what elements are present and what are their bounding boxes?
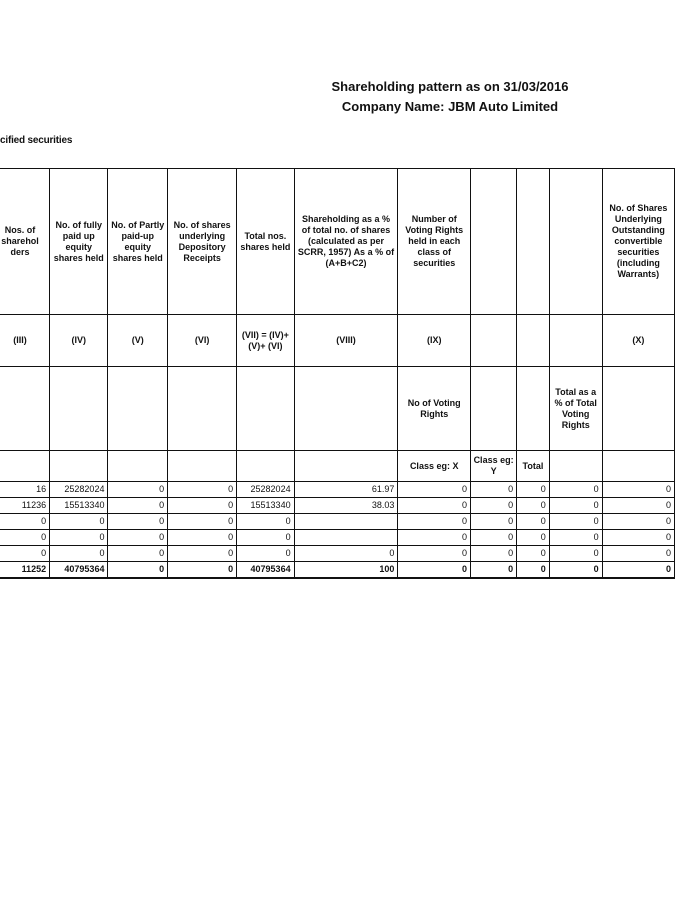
table-row: 0 0 0 0 0 0 0 0 0 0 0: [0, 546, 675, 562]
column-number-row: [0, 315, 675, 367]
col-header-depository: No. of shares underlying Depository Receipts: [168, 169, 237, 315]
table-row: 0 0 0 0 0 0 0 0 0 0: [0, 514, 675, 530]
col-header-total-shares: Total nos. shares held: [237, 169, 294, 315]
col-number: (V): [108, 315, 168, 367]
col-number: (VI): [168, 315, 237, 367]
col-number: [517, 315, 550, 367]
document-title: Shareholding pattern as on 31/03/2016: [331, 79, 569, 94]
no-of-voting-rights-label: No of Voting Rights: [398, 367, 471, 451]
col-header-convertible: No. of Shares Underlying Outstanding convertible securities (including Warrants): [602, 169, 674, 315]
col-header-shareholding-pct: Shareholding as a % of total no. of shares (calculated as per SCRR, 1957) As a % of (A+B+C2): [294, 169, 398, 315]
total-voting-pct-label: Total as a % of Total Voting Rights: [549, 367, 602, 451]
col-number: (VIII): [294, 315, 398, 367]
table-row: 11236 15513340 0 0 15513340 38.03 0 0 0 0 0: [0, 498, 675, 514]
col-header-shareholders: Nos. of sharehol ders: [0, 169, 50, 315]
column-header-row: [0, 169, 675, 315]
col-number: (IV): [50, 315, 108, 367]
table-row: 0 0 0 0 0 0 0 0 0 0: [0, 530, 675, 546]
voting-class-row: [0, 451, 675, 482]
class-y-label: Class eg: Y: [471, 451, 517, 482]
col-header-blank-1: [471, 169, 517, 315]
col-number: (X): [602, 315, 674, 367]
col-header-blank-3: [549, 169, 602, 315]
shareholding-table: [0, 168, 675, 579]
col-header-voting-rights: Number of Voting Rights held in each class of securities: [398, 169, 471, 315]
col-header-fully-paid: No. of fully paid up equity shares held: [50, 169, 108, 315]
voting-total-label: Total: [517, 451, 550, 482]
col-header-partly-paid: No. of Partly paid-up equity shares held: [108, 169, 168, 315]
table-row: 16 25282024 0 0 25282024 61.97 0 0 0 0 0: [0, 482, 675, 498]
col-number: (VII) = (IV)+(V)+ (VI): [237, 315, 294, 367]
col-number: (IX): [398, 315, 471, 367]
total-row: 11252 40795364 0 0 40795364 100 0 0 0 0 0: [0, 562, 675, 578]
col-number: [471, 315, 517, 367]
class-x-label: Class eg: X: [398, 451, 471, 482]
company-name: Company Name: JBM Auto Limited: [341, 99, 559, 114]
col-number: (III): [0, 315, 50, 367]
voting-subheader-row: [0, 367, 675, 451]
col-header-blank-2: [517, 169, 550, 315]
col-number: [549, 315, 602, 367]
table-subtitle: cified securities: [0, 135, 73, 146]
